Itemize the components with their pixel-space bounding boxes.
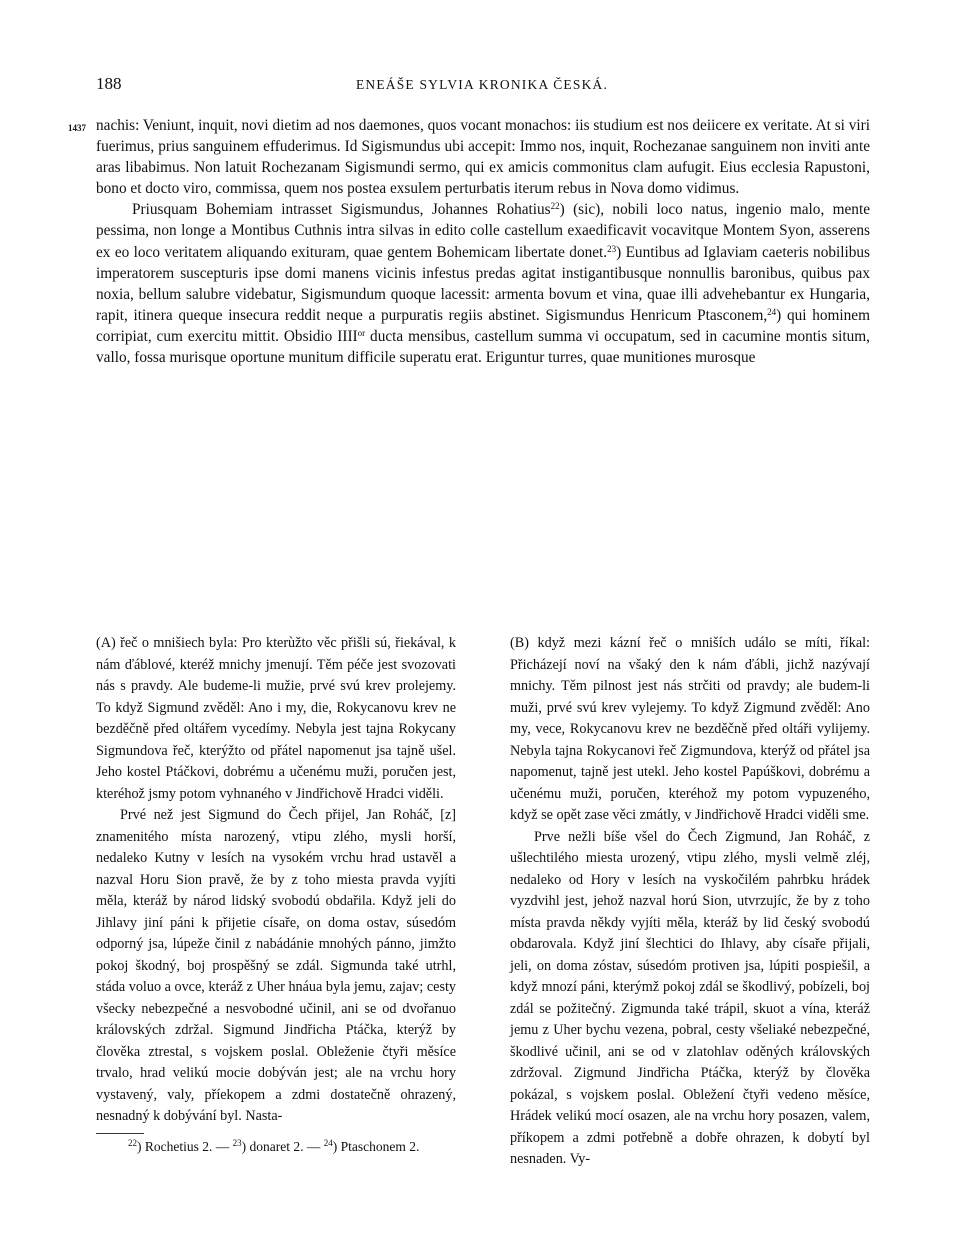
margin-year: 1437 [68,123,86,133]
footnote-mark-23: 23 [232,1138,242,1148]
latin-text-segment: ducta mensibus, castellum summa vi occupatum, sed in cacumine montis situm, vallo, fossa murisque oportune munitum difficile superatu erat. Eriguntur turres, quae munitiones murosque [96,327,871,367]
running-title: ENEÁŠE SYLVIA KRONIKA ČESKÁ. [355,77,609,92]
ordinal-superscript: or [357,327,366,338]
latin-text-segment: Priusquam Bohemiam intrasset Sigismundus, Johannes Rohatius [132,201,551,219]
page-header [96,74,868,98]
czech-column-b [510,633,870,1171]
footnote-ref-22[interactable]: 22 [550,201,560,212]
footnote-23: ) donaret 2. — [241,1139,324,1154]
footnote-ref-23[interactable]: 23 [607,243,617,254]
latin-text-segment: ) (sic), nobili loco natus, ingenio malo, mente pessima, non longe a Montibus Cuthnis intra silvas in edito colle castellum exaedificavit vocavitque Montem Syon, asserens ex eo loco veritatem aliquando exituram, quae gentem Bohemicam libertate donet. [96,201,870,261]
latin-text-segment: ) qui hominem corripiat, cum exercitu mittit. Obsidio IIII [96,306,870,345]
footnote-ref-24[interactable]: 24 [767,306,777,317]
footnote-mark-24: 24 [323,1138,333,1148]
latin-text-segment: ) Euntibus ad Iglaviam caeteris nobilibus imperatorem suscepturis ipse domi manens vicinis infestus predas agitat instigantibusque nonnullis baronibus, quibus pax noxia, bellum salubre videbatur, Sigismundum quoque lacessit: armenta bovum et vina, quae illi advehebantur ex Hungaria, rapit, itinera queque insecura reddit neque a purpuratis regiis abstinet. Sigismundus Henricum Ptasconem, [96,243,870,324]
footnote-mark-22: 22 [128,1138,137,1148]
czech-b-paragraph-2: Prve nežli bíše všel do Čech Zigmund, Jan Roháč, z ušlechtilého miesta urozený, vtipu zlého, mysli velmě zléj, nedaleko od Hory v lesích na vyskočilém pahrbku hrádek vyzdvihl jest, jehož nazval horú Sion, utvrzujíc, že by z toho místa pravda někdy vyjíti měla, kteráž by lid český svobodú obdarovala. Když jiní šlechtici do Ihlavy, aby císaře přijali, jeli, on doma zóstav, súsedóm protiven jsa, lúpiti pospiešil, a když mnozí páni, kterýmž pokoj zdál se škodlivý, pobízeli, boj zdál se požitečný. Zigmunda také trápil, skuot a vína, kteráž jemu z Uher bychu vezena, pobral, cesty všeliaké nebezpečné, škodlivé učinil, ani se od v zlatohlav oděných královských zdržoval. Zigmund Jindřicha Ptáčka, kterýž by člověka pokázal, s vojskem poslal. Obležení čtyři vedeno měsíce, Hrádek velikú mocí osazen, ale na vrchu hory posazen, valem, příkopem a zdmi potřebně a dobře ohrazen, k dobytí byl nesnaden. Vy- [510,828,870,1167]
czech-a-paragraph-2: Prvé než jest Sigmund do Čech přijel, Jan Roháč, [z] znamenitého místa narozený, vtipu zlého, mysli horší, nedaleko Kutny v lesích na vysokém vrchu hrad ustavěl a nazval Horu Sion pravě, že by z toho miesta pravda vyjíti měla, kteráž by národ lidský svobodú obdařila. Když jeli do Jihlavy jiní páni k přijetie císaře, on doma ostav, súsedóm odporný jsa, lúpeže činil z nabádánie mnohých pánno, jimžto pokoj škodný, boj prospěšný se zdál. Sigmunda také utrhl, stáda voluo a ovce, kteráž z Uher hnáua byla jemu, zajav; cesty všecky nebezpečné a nesvobodné učinil, ani se od dvořanuo královských zdržal. Sigmund Jindřicha Ptáčka, kterýž by člověka ztrestal, s vojskem poslal. Obleženie čtyři měsíce trvalo, hrad velikú mocie dobýván jest; ale na vrchu hory vystavený, valy, příekopem a zdmi dostatečně ohrazený, nesnadný k dobývání byl. Nasta- [96,807,456,1124]
footnote-24: ) Ptaschonem 2. [332,1139,420,1154]
czech-b-paragraph-1: (B) když mezi kázní řeč o mniších událo se míti, říkal: Přicházejí noví na všaký den k nám ďábli, jichž nazývají mnichy. Těm pilnost jest nás strčiti od pravdy; ale budem-li muži, prvé svú krev vylejemy. To když Zigmund zvěděl: Ano my, vece, Rokycanovu krev ne bezděčně před oltáři vylijemy. Nebyla tajna Rokycanovi řeč Zigmundova, kterýž od přátel jsa napomenut, tajně jest utekl. Jeho kostel Papúškovi, dobrému a učenému muži, poručen, kteréhož my potom vypuzeného, když se opět zase věci zmátly, v Jindřichově Hradci viděli sme. [510,635,870,823]
latin-paragraph-2 [96,199,870,368]
czech-column-a [96,633,456,1128]
footnotes [128,1139,419,1155]
footnote-divider [96,1133,144,1134]
latin-text-block [96,115,870,368]
latin-paragraph-1: nachis: Veniunt, inquit, novi dietim ad nos daemones, quos vocant monachos: iis studium est nos deiicere ex veritate. At si viri fuerimus, prius sanguinem effuderimus. Id Sigismundus ubi accepit: Immo nos, inquit, Rochezanae sanguinem non inviti ante aras libabimus. Non latuit Rochezanam Sigismundi sermo, qui ex amicis commonitus clam aufugit. Eius ecclesia Rapustoni, bono et docto viro, commissa, quem nos postea exsulem perturbatis iterum rebus in Nova domo vidimus. [96,117,870,198]
footnote-22: ) Rochetius 2. — [137,1139,233,1154]
czech-a-paragraph-1: (A) řeč o mnišiech byla: Pro kterùžto věc přišli sú, řiekával, k nám ďáblové, kteréž mnichy jmenují. Těm péče jest svozovati nás s pravdy. Ale budeme-li mužie, prvé svú krev prolejemy. To když Sigmund zvěděl: Ano i my, die, Rokycanovu krev ne bezděčně před oltářem vycedímy. Nebyla jest tajna Rokycany Sigmundova řeč, kterýžto od přátel napomenut jsa tajně ušel. Jeho kostel Ptáčkovi, dobrému a učenému muži, poručen jest, kteréhož jsmy potom vyhnaného v Jindřichově Hradci viděli. [96,635,456,802]
page-number: 188 [96,74,122,93]
